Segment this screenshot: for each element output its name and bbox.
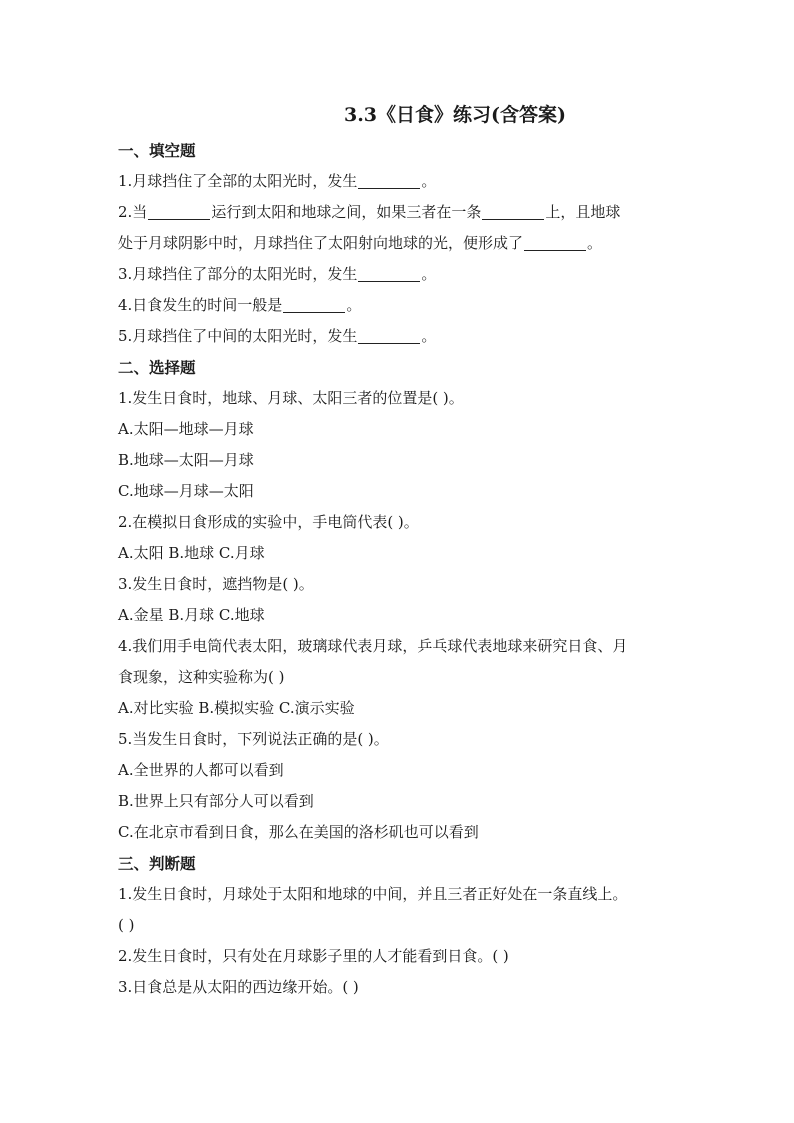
page-title: 3.3《日食》练习(含答案)	[343, 104, 567, 126]
choice-options: A.太阳 B.地球 C.月球	[118, 544, 265, 562]
answer-blank	[358, 327, 420, 344]
question-text: 。	[346, 296, 362, 314]
section-heading-multiple-choice: 二、选择题	[118, 358, 196, 377]
choice-options: A.金星 B.月球 C.地球	[118, 606, 265, 624]
answer-blank	[482, 203, 544, 220]
fill-question-4	[118, 290, 678, 321]
question-text: 处于月球阴影中时，月球挡住了太阳射向地球的光，便形成了	[118, 234, 524, 252]
answer-blank	[283, 296, 345, 313]
section-heading-fill-blank: 一、填空题	[118, 141, 196, 160]
answer-blank	[358, 172, 420, 189]
fill-question-2-line1	[118, 197, 678, 228]
choice-options: A.对比实验 B.模拟实验 C.演示实验	[118, 699, 355, 717]
judge-question-1-line1: 1.发生日食时，月球处于太阳和地球的中间，并且三者正好处在一条直线上。	[118, 885, 628, 903]
choice-option: A.太阳—地球—月球	[118, 420, 254, 438]
choice-question-3: 3.发生日食时，遮挡物是( )。	[118, 575, 314, 593]
judge-question-2: 2.发生日食时，只有处在月球影子里的人才能看到日食。( )	[118, 947, 509, 965]
question-text: 1.月球挡住了全部的太阳光时，发生	[118, 172, 358, 190]
question-text: 。	[421, 327, 437, 345]
choice-option: C.在北京市看到日食，那么在美国的洛杉矶也可以看到	[118, 823, 479, 841]
question-text: 4.日食发生的时间一般是	[118, 296, 283, 314]
question-text: 。	[421, 172, 437, 190]
choice-option: B.地球—太阳—月球	[118, 451, 254, 469]
choice-option: B.世界上只有部分人可以看到	[118, 792, 314, 810]
judge-question-3: 3.日食总是从太阳的西边缘开始。( )	[118, 978, 359, 996]
answer-blank	[358, 265, 420, 282]
choice-question-5: 5.当发生日食时，下列说法正确的是( )。	[118, 730, 389, 748]
fill-question-2-line2	[118, 228, 678, 259]
judge-question-1-line2: ( )	[118, 916, 135, 934]
question-text: 上，且地球	[545, 203, 621, 221]
question-text: 3.月球挡住了部分的太阳光时，发生	[118, 265, 358, 283]
choice-question-4-line1: 4.我们用手电筒代表太阳，玻璃球代表月球，乒乓球代表地球来研究日食、月	[118, 637, 628, 655]
document-body	[118, 135, 678, 1003]
section-heading-true-false: 三、判断题	[118, 854, 196, 873]
question-text: 5.月球挡住了中间的太阳光时，发生	[118, 327, 358, 345]
fill-question-3	[118, 259, 678, 290]
choice-option: A.全世界的人都可以看到	[118, 761, 284, 779]
fill-question-5	[118, 321, 678, 352]
choice-option: C.地球—月球—太阳	[118, 482, 254, 500]
fill-question-1	[118, 166, 678, 197]
question-text: 2.当	[118, 203, 148, 221]
question-text: 。	[587, 234, 603, 252]
choice-question-4-line2: 食现象，这种实验称为( )	[118, 668, 285, 686]
choice-question-2: 2.在模拟日食形成的实验中，手电筒代表( )。	[118, 513, 419, 531]
answer-blank	[524, 234, 586, 251]
question-text: 运行到太阳和地球之间，如果三者在一条	[211, 203, 482, 221]
answer-blank	[148, 203, 210, 220]
choice-question-1: 1.发生日食时，地球、月球、太阳三者的位置是( )。	[118, 389, 464, 407]
question-text: 。	[421, 265, 437, 283]
